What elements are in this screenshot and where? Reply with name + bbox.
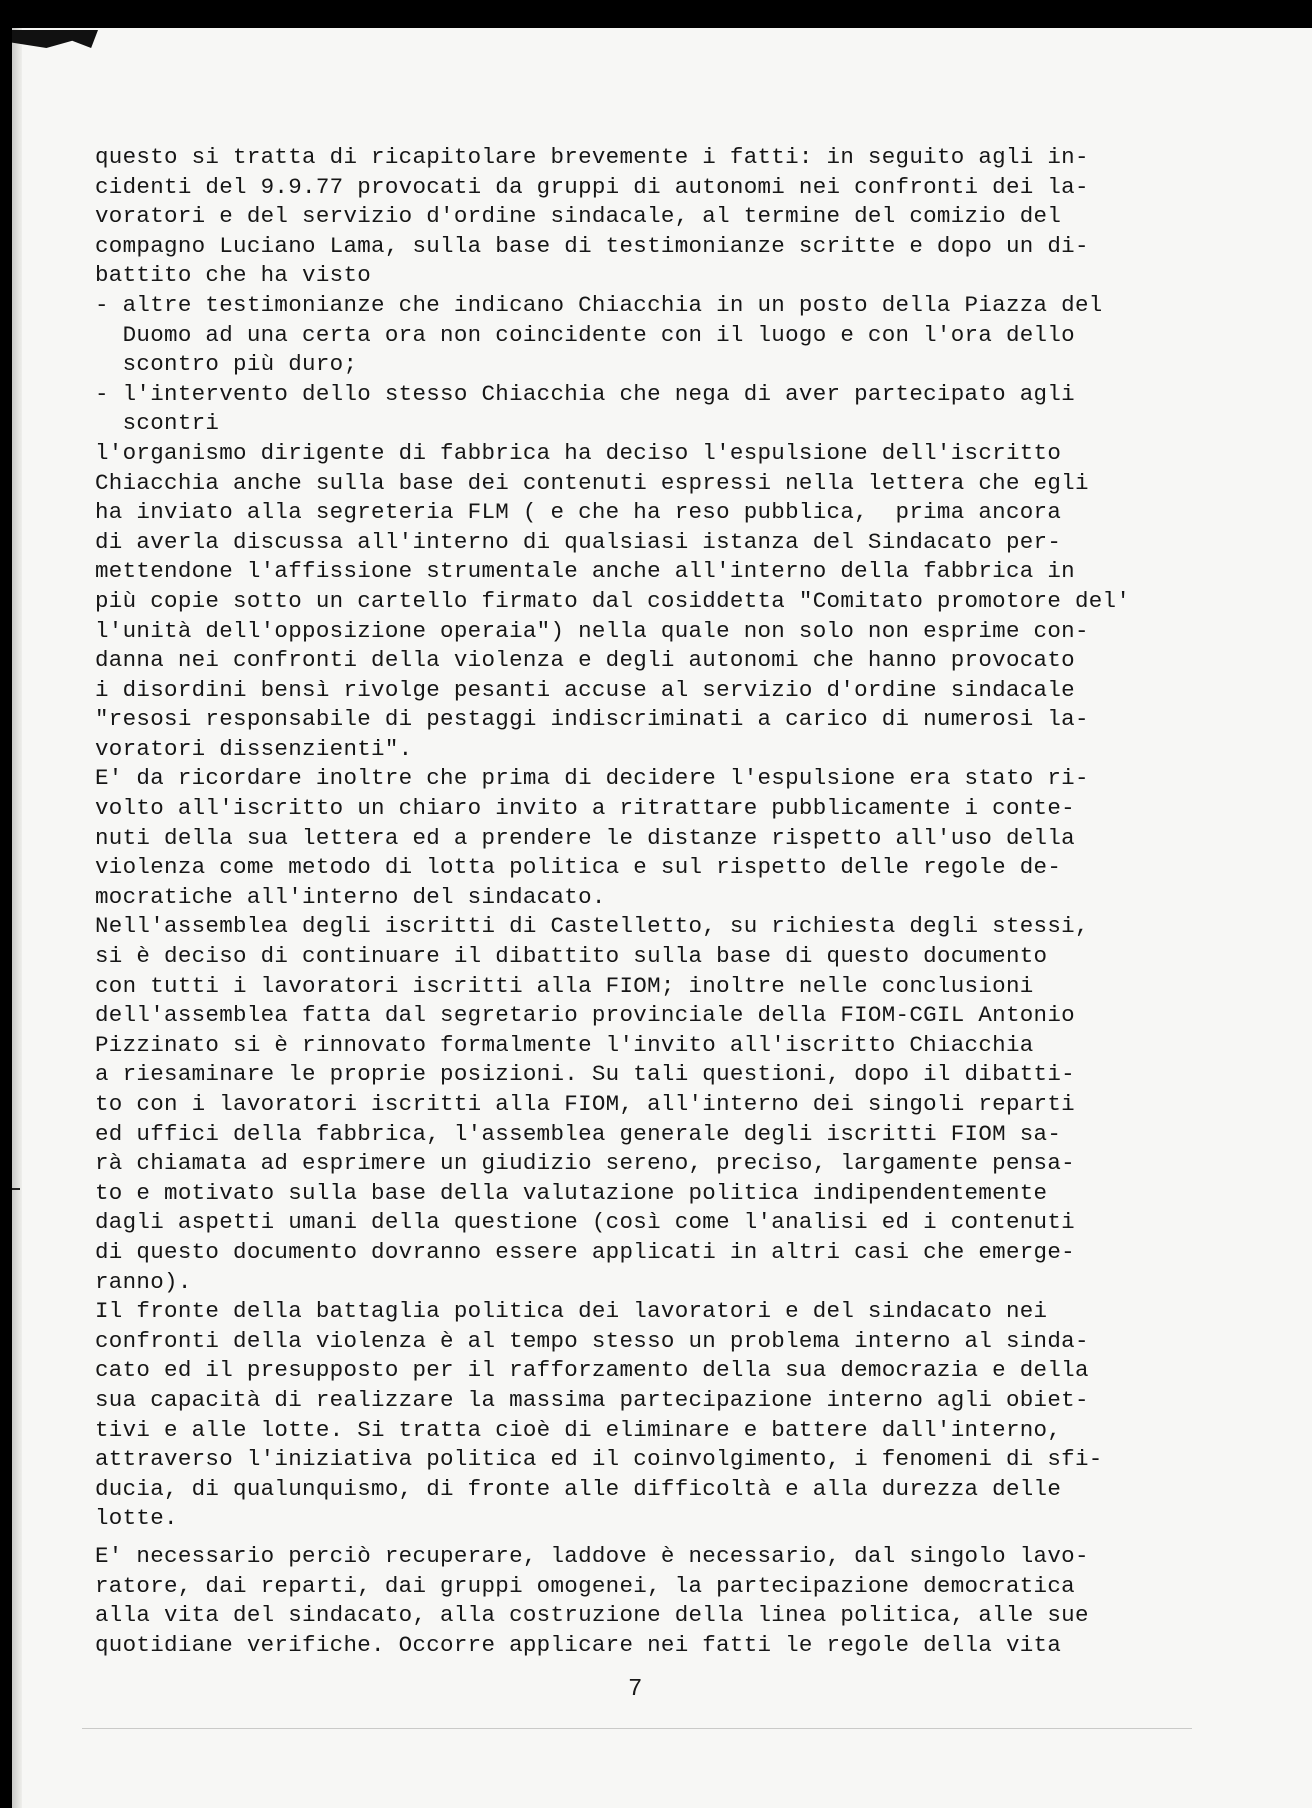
text-line: to con i lavoratori iscritti alla FIOM, all'interno dei singoli reparti: [95, 1091, 1075, 1117]
text-line: tivi e alle lotte. Si tratta cioè di eliminare e battere dall'interno,: [95, 1416, 1062, 1443]
text-line: scontri: [95, 410, 220, 437]
text-line: lotte.: [95, 1505, 178, 1532]
text-line: cidenti del 9.9.77 provocati da gruppi di autonomi nei confronti dei la-: [95, 173, 1089, 200]
document-page: [12, 28, 1312, 1808]
text-line: con tutti i lavoratori iscritti alla FIOM; inoltre nelle conclusioni: [95, 972, 1034, 999]
margin-tick: [12, 1188, 20, 1190]
scan-edge-mark: [12, 30, 98, 48]
text-line: "resosi responsabile di pestaggi indiscriminati a carico di numerosi la-: [95, 706, 1089, 733]
text-line: Nell'assemblea degli iscritti di Castelletto, su richiesta degli stessi,: [95, 913, 1089, 940]
text-line: dagli aspetti umani della questione (così come l'analisi ed i contenuti: [95, 1209, 1075, 1236]
text-line: dell'assemblea fatta dal segretario provinciale della FIOM-CGIL Antonio: [95, 1002, 1075, 1029]
text-line: quotidiane verifiche. Occorre applicare nei fatti le regole della vita: [95, 1631, 1062, 1658]
text-line: sua capacità di realizzare la massima partecipazione interno agli obiet-: [95, 1386, 1089, 1413]
text-line: i disordini bensì rivolge pesanti accuse al servizio d'ordine sindacale: [95, 676, 1075, 703]
text-line: Duomo ad una certa ora non coincidente con il luogo e con l'ora dello: [95, 321, 1075, 348]
text-line: a riesaminare le proprie posizioni. Su tali questioni, dopo il dibatti-: [95, 1061, 1075, 1088]
text-line: battito che ha visto: [95, 262, 372, 289]
text-line: ha inviato alla segreteria FLM ( e che ha reso pubblica, prima ancora: [95, 499, 1062, 526]
text-line: Pizzinato si è rinnovato formalmente l'invito all'iscritto Chiacchia: [95, 1031, 1034, 1058]
text-line: to e motivato sulla base della valutazione politica indipendentemente: [95, 1179, 1048, 1206]
text-line: violenza come metodo di lotta politica e sul rispetto delle regole de-: [95, 854, 1062, 881]
text-line: ratore, dai reparti, dai gruppi omogenei, la partecipazione democratica: [95, 1572, 1075, 1599]
text-line: ranno).: [95, 1268, 192, 1295]
text-line: Il fronte della battaglia politica dei lavoratori e del sindacato nei: [95, 1298, 1048, 1325]
text-line: E' da ricordare inoltre che prima di decidere l'espulsione era stato ri-: [95, 765, 1089, 792]
text-line: questo si tratta di ricapitolare brevemente i fatti: in seguito agli in-: [95, 144, 1089, 170]
text-line: l'organismo dirigente di fabbrica ha deciso l'espulsione dell'iscritto: [95, 439, 1062, 466]
page-binding-edge: [12, 28, 22, 1808]
text-line: nuti della sua lettera ed a prendere le distanze rispetto all'uso della: [95, 824, 1075, 851]
text-line: ducia, di qualunquismo, di fronte alle difficoltà e alla durezza delle: [95, 1475, 1062, 1502]
text-line: di averla discussa all'interno di qualsiasi istanza del Sindacato per-: [95, 528, 1062, 555]
text-line: volto all'iscritto un chiaro invito a ritrattare pubblicamente i conte-: [95, 795, 1075, 822]
text-line: si è deciso di continuare il dibattito sulla base di questo documento: [95, 943, 1048, 970]
body-text: [95, 143, 1175, 1660]
text-line: attraverso l'iniziativa politica ed il coinvolgimento, i fenomeni di sfi-: [95, 1446, 1103, 1473]
text-line: cato ed il presupposto per il rafforzamento della sua democrazia e della: [95, 1357, 1089, 1384]
text-line: danna nei confronti della violenza e degli autonomi che hanno provocato: [95, 647, 1075, 674]
text-line: compagno Luciano Lama, sulla base di testimonianze scritte e dopo un di-: [95, 232, 1089, 259]
text-line: E' necessario perciò recuperare, laddove è necessario, dal singolo lavo-: [95, 1542, 1089, 1569]
text-line: - l'intervento dello stesso Chiacchia che nega di aver partecipato agli: [95, 380, 1075, 407]
bottom-rule: [82, 1728, 1192, 1729]
text-line: di questo documento dovranno essere applicati in altri casi che emerge-: [95, 1238, 1075, 1265]
text-line: l'unità dell'opposizione operaia") nella quale non solo non esprime con-: [95, 617, 1089, 644]
text-line: Chiacchia anche sulla base dei contenuti espressi nella lettera che egli: [95, 469, 1089, 496]
text-line: voratori e del servizio d'ordine sindacale, al termine del comizio del: [95, 203, 1062, 230]
text-line: - altre testimonianze che indicano Chiacchia in un posto della Piazza del: [95, 291, 1103, 318]
text-line: scontro più duro;: [95, 351, 358, 378]
text-line: confronti della violenza è al tempo stesso un problema interno al sinda-: [95, 1327, 1089, 1354]
text-line: alla vita del sindacato, alla costruzione della linea politica, alle sue: [95, 1602, 1089, 1629]
text-line: ed uffici della fabbrica, l'assemblea generale degli iscritti FIOM sa-: [95, 1120, 1062, 1147]
text-line: più copie sotto un cartello firmato dal cosiddetta "Comitato promotore del': [95, 587, 1131, 614]
text-line: voratori dissenzienti".: [95, 735, 413, 762]
text-line: rà chiamata ad esprimere un giudizio sereno, preciso, largamente pensa-: [95, 1150, 1075, 1177]
page-number: 7: [628, 1676, 643, 1703]
text-line: mocratiche all'interno del sindacato.: [95, 883, 606, 910]
text-line: mettendone l'affissione strumentale anche all'interno della fabbrica in: [95, 558, 1075, 585]
